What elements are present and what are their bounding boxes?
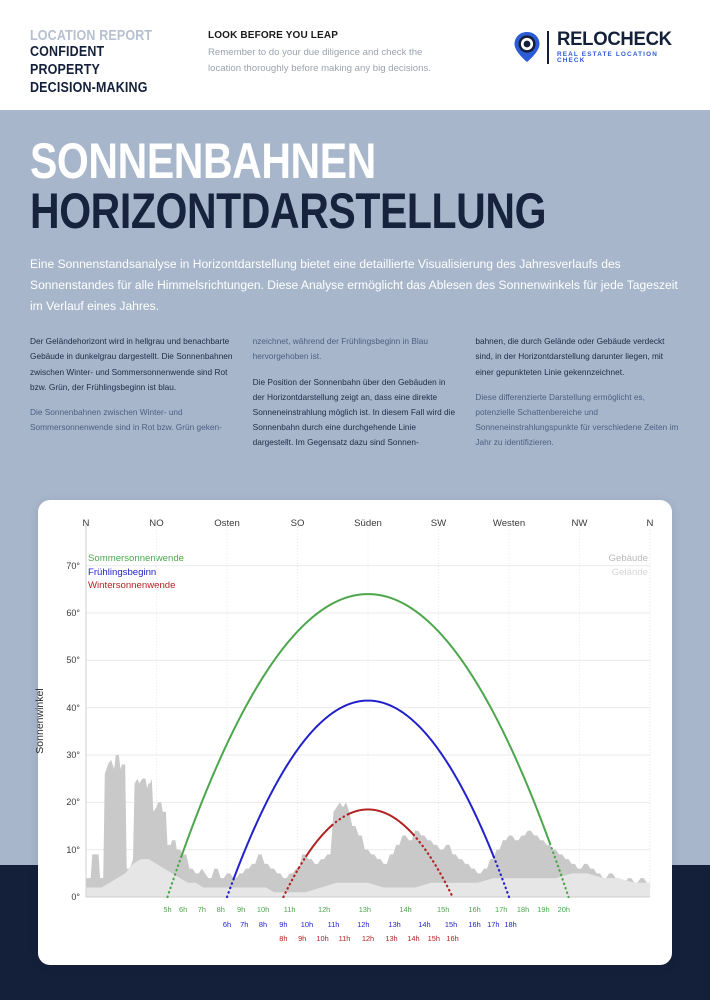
hero-lede: Eine Sonnenstandsanalyse in Horizontdarstellung bietet eine detaillierte Visualisierung des Jahresverlaufs des Sonnenstandes für alle Himmelsrichtungen. Diese Analyse ermöglicht das Ablesen des Sonnenwinkels für jede Tageszeit im Verlauf eines Jahres. <box>30 257 678 313</box>
legend-item: Gebäude <box>608 553 648 564</box>
direction-tick-sw: SW <box>430 518 447 529</box>
hero-title-block <box>0 110 710 239</box>
direction-tick-nw: NW <box>571 518 588 529</box>
hero-title-line1: SONNENBAHNEN <box>30 133 376 189</box>
hour-label: 14h <box>399 905 412 914</box>
hour-label: 11h <box>327 920 340 929</box>
hour-label: 16h <box>468 920 481 929</box>
y-tick-60: 60° <box>66 608 80 618</box>
hour-label: 5h <box>163 905 172 914</box>
header-tip-block <box>200 28 513 76</box>
hour-label: 11h <box>338 934 351 943</box>
header-title-line2: DECISION-MAKING <box>30 79 148 96</box>
header-tip-title: LOOK BEFORE YOU LEAP <box>208 30 339 41</box>
hour-label: 12h <box>317 905 331 914</box>
legend-item: Gelände <box>611 566 648 578</box>
logo-divider <box>547 31 549 64</box>
hour-label: 8h <box>216 905 225 914</box>
hour-label: 17h <box>494 905 508 914</box>
hour-label: 15h <box>444 920 458 929</box>
chart-hour-labels-summer <box>38 905 672 917</box>
direction-tick-osten: Osten <box>214 518 240 529</box>
hour-label: 10h <box>300 920 314 929</box>
sun-path-chart-card <box>34 500 672 965</box>
hour-label: 18h <box>504 920 517 929</box>
hour-label: 15h <box>437 905 450 914</box>
hour-label: 15h <box>427 934 440 943</box>
hour-label: 12h <box>361 934 375 943</box>
hour-label: 13h <box>358 905 372 914</box>
direction-tick-westen: Westen <box>492 518 526 529</box>
chart-hour-labels-spring <box>38 920 672 932</box>
hour-label: 14h <box>418 920 431 929</box>
hour-label: 9h <box>236 905 246 914</box>
direction-tick-no: NO <box>149 518 164 529</box>
hour-label: 17h <box>487 920 500 929</box>
y-tick-10: 10° <box>66 844 80 855</box>
hour-label: 9h <box>298 934 307 943</box>
brand-logo <box>513 28 688 65</box>
hour-label: 7h <box>240 920 249 929</box>
hour-label: 10h <box>256 905 270 914</box>
hour-label: 7h <box>197 905 207 914</box>
direction-tick-so: SO <box>290 518 305 529</box>
header-kicker: LOCATION REPORT <box>30 28 153 44</box>
header-tip-body: Remember to do your due diligence and check the location thoroughly before making any big decisions. <box>208 47 431 74</box>
hour-label: 16h <box>446 934 459 943</box>
y-tick-30: 30° <box>66 750 80 760</box>
location-pin-icon <box>513 31 541 63</box>
hour-label: 20h <box>557 905 570 914</box>
direction-tick-n: N <box>82 518 90 529</box>
y-tick-0: 0° <box>71 892 80 902</box>
body-paragraph: Diese differenzierte Darstellung ermöglicht es, potenzielle Schattenbereiche und Sonneneinstrahlungspunkte für verschiedene Zeiten im Jahr zu identifizieren. <box>475 391 679 447</box>
chart-hour-labels-winter <box>38 934 672 946</box>
hour-label: 6h <box>179 905 188 914</box>
hour-label: 12h <box>357 920 370 929</box>
body-paragraph: Der Geländehorizont wird in hellgrau und benachbarte Gebäude in dunkelgrau dargestellt. Die Sonnenbahnen zwischen Winter- und Sommersonnenwende sind Rot bzw. Grün, der Frühlingsbeginn ist blau. <box>30 336 233 392</box>
hour-label: 16h <box>468 905 481 914</box>
hour-label: 8h <box>279 934 288 943</box>
hour-label: 19h <box>537 905 550 914</box>
body-column-3 <box>475 334 680 460</box>
y-tick-20: 20° <box>66 797 80 808</box>
legend-item: Wintersonnenwende <box>88 580 176 592</box>
body-paragraph: Die Position der Sonnenbahn über den Gebäuden in der Horizontdarstellung zeigt an, dass eine direkte Sonneneinstrahlung möglich ist. In diesem Fall wird die Sonnenbahn durch eine durchgehende Linie dargestellt. Im Gegensatz dazu sind Sonnen- <box>252 376 456 447</box>
hour-label: 10h <box>316 934 329 943</box>
hour-label: 14h <box>407 934 420 943</box>
logo-text-block <box>557 30 688 65</box>
hour-label: 13h <box>388 920 401 929</box>
body-paragraph: Die Sonnenbahnen zwischen Winter- und Sommersonnenwende sind in Rot bzw. Grün geken- <box>30 406 222 432</box>
header-left-block <box>30 28 200 97</box>
direction-tick-süden: Süden <box>354 518 382 529</box>
page-header <box>0 0 710 110</box>
body-paragraph: bahnen, die durch Gelände oder Gebäude verdeckt sind, in der Horizontdarstellung darunter liegen, mit einer gepunkteten Linie gekennzeichnet. <box>475 336 665 377</box>
hour-label: 13h <box>385 934 398 943</box>
y-tick-40: 40° <box>66 702 80 713</box>
legend-item: Sommersonnenwende <box>88 553 184 564</box>
body-columns <box>30 334 680 460</box>
chart-plot-area <box>38 500 672 965</box>
body-paragraph: nzeichnet, während der Frühlingsbeginn in Blau hervorgehoben ist. <box>252 336 428 362</box>
logo-wordmark: RELOCHECK <box>556 28 672 50</box>
hero-title-line2: HORIZONTDARSTELLUNG <box>30 183 547 239</box>
hour-label: 9h <box>279 920 288 929</box>
y-tick-50: 50° <box>66 655 80 666</box>
hour-label: 6h <box>222 920 232 929</box>
hour-label: 18h <box>516 905 530 914</box>
chart-y-axis-label: Sonnenwinkel <box>34 688 46 754</box>
direction-tick-n: N <box>646 518 654 529</box>
body-column-1 <box>30 334 235 460</box>
chart-container <box>34 500 672 965</box>
logo-tagline: REAL ESTATE LOCATION CHECK <box>556 51 658 65</box>
body-column-2 <box>253 334 458 460</box>
y-tick-70: 70° <box>66 560 80 571</box>
hour-label: 11h <box>283 905 296 914</box>
hour-label: 8h <box>258 920 268 929</box>
header-title-line1: CONFIDENT PROPERTY <box>30 44 105 78</box>
legend-item: Frühlingsbeginn <box>88 566 157 578</box>
